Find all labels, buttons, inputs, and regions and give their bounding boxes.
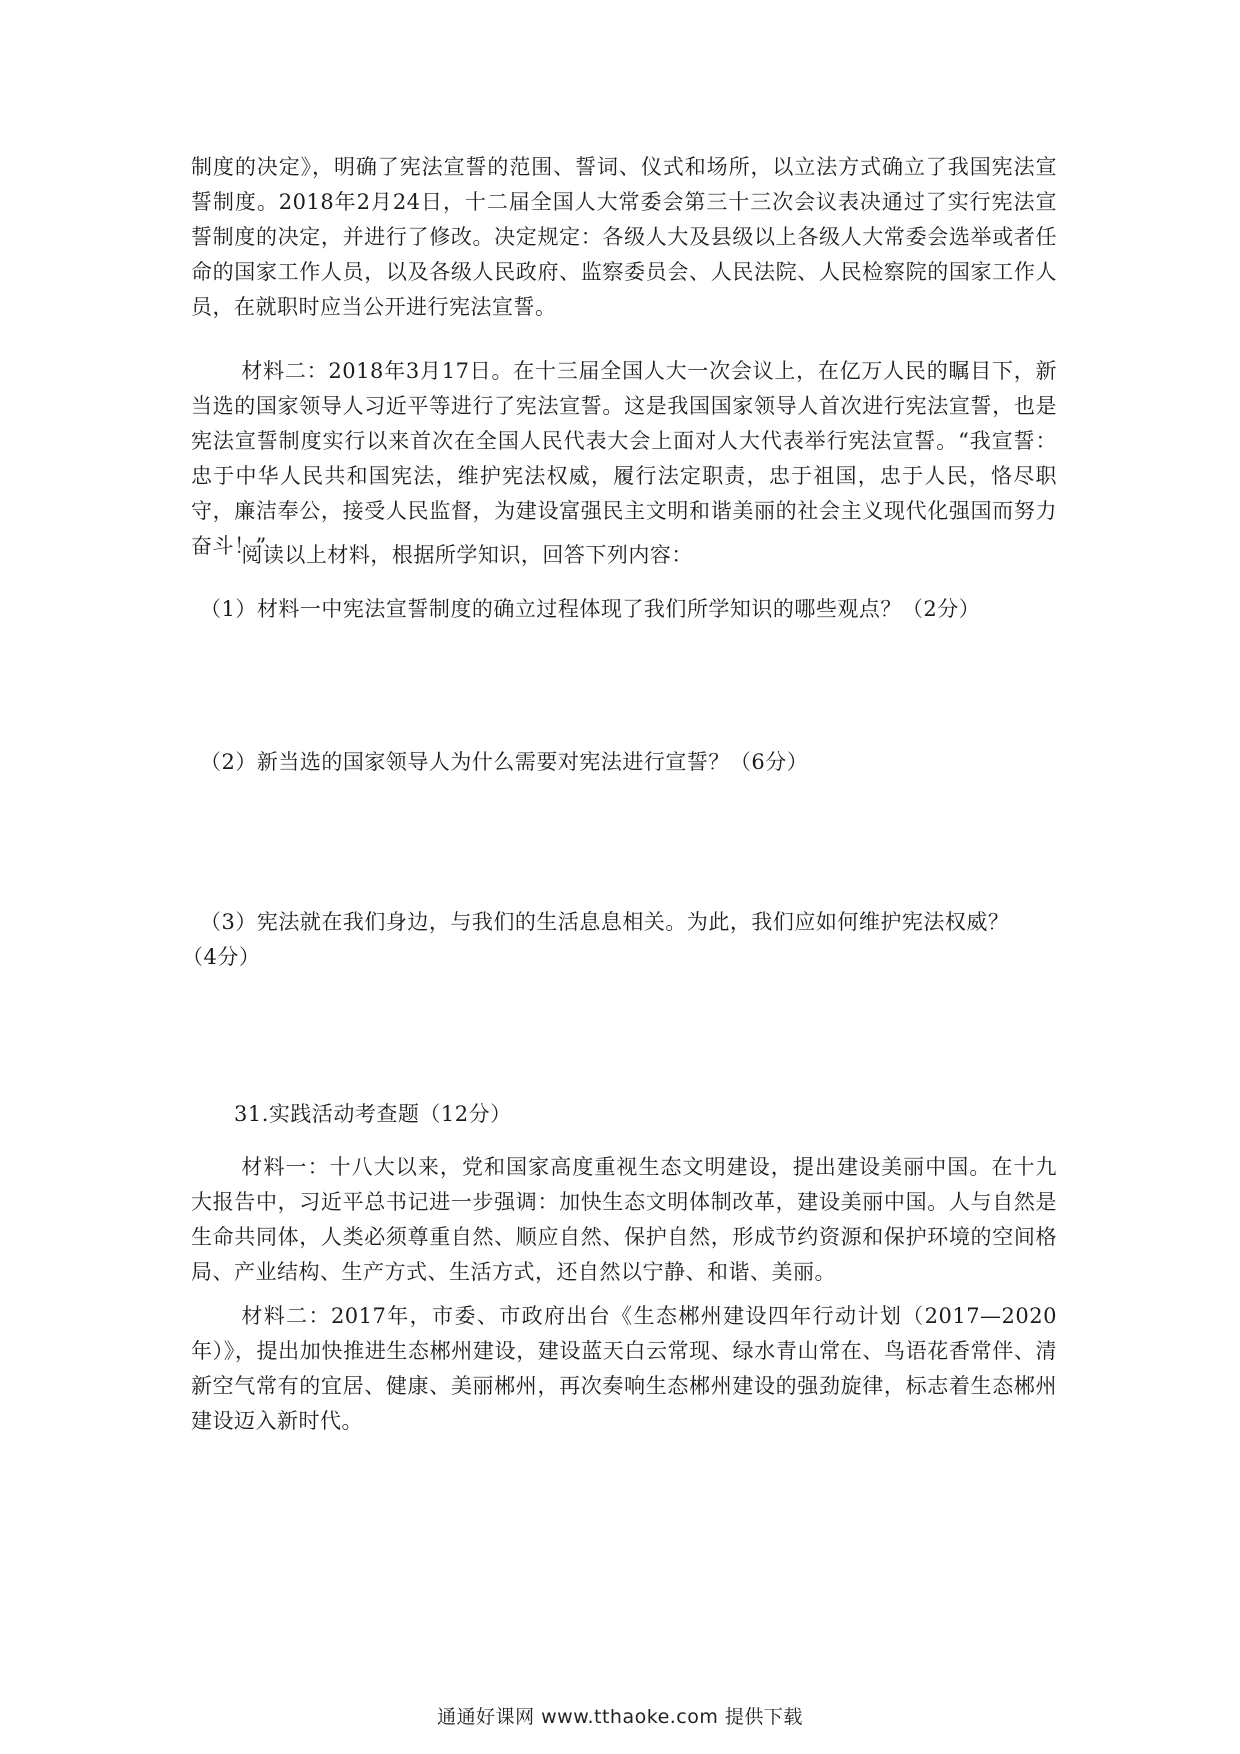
page-footer: 通通好课网 www.tthaoke.com 提供下载 [437, 1706, 803, 1728]
material2-paragraph: 材料二：2018年3月17日。在十三届全国人大一次会议上，在亿万人民的瞩目下，新当选的国家领导人习近平等进行了宪法宣誓。这是我国国家领导人首次进行宪法宣誓，也是宪法宣誓制度实行以来首次在全国人民代表大会上面对人大代表举行宪法宣誓。“我宣誓：忠于中华人民共和国宪法，维护宪法权威，履行法定职责，忠于祖国，忠于人民，恪尽职守，廉洁奉公，接受人民监督，为建设富强民主文明和谐美丽的社会主义现代化强国而努力奋斗！” [191, 359, 1057, 558]
question-31-title: 31.实践活动考查题（12分） [234, 1102, 512, 1126]
question-2: （2）新当选的国家领导人为什么需要对宪法进行宣誓？（6分） [200, 750, 809, 774]
q31-material1-paragraph: 材料一：十八大以来，党和国家高度重视生态文明建设，提出建设美丽中国。在十九大报告中，习近平总书记进一步强调：加快生态文明体制改革，建设美丽中国。人与自然是生命共同体，人类必须尊重自然、顺应自然、保护自然，形成节约资源和保护环境的空间格局、产业结构、生产方式、生活方式，还自然以宁静、和谐、美丽。 [191, 1155, 1057, 1284]
q31-material2-paragraph: 材料二：2017年，市委、市政府出台《生态郴州建设四年行动计划（2017—2020年）》，提出加快推进生态郴州建设，建设蓝天白云常现、绿水青山常在、鸟语花香常伴、清新空气常有的宜居、健康、美丽郴州，再次奏响生态郴州建设的强劲旋律，标志着生态郴州建设迈入新时代。 [191, 1304, 1057, 1433]
question-3-line-1: （3）宪法就在我们身边，与我们的生活息息相关。为此，我们应如何维护宪法权威？ [200, 910, 1010, 934]
material1-continuation: 制度的决定》，明确了宪法宣誓的范围、誓词、仪式和场所，以立法方式确立了我国宪法宣誓制度。2018年2月24日，十二届全国人大常委会第三十三次会议表决通过了实行宪法宣誓制度的决定，并进行了修改。决定规定：各级人大及县级以上各级人大常委会选举或者任命的国家工作人员，以及各级人民政府、监察委员会、人民法院、人民检察院的国家工作人员，在就职时应当公开进行宪法宣誓。 [191, 155, 1057, 319]
question-1: （1）材料一中宪法宣誓制度的确立过程体现了我们所学知识的哪些观点？（2分） [200, 597, 981, 621]
question-3-line-2: （4分） [182, 945, 261, 969]
instruction-text: 阅读以上材料，根据所学知识，回答下列内容： [241, 543, 693, 567]
